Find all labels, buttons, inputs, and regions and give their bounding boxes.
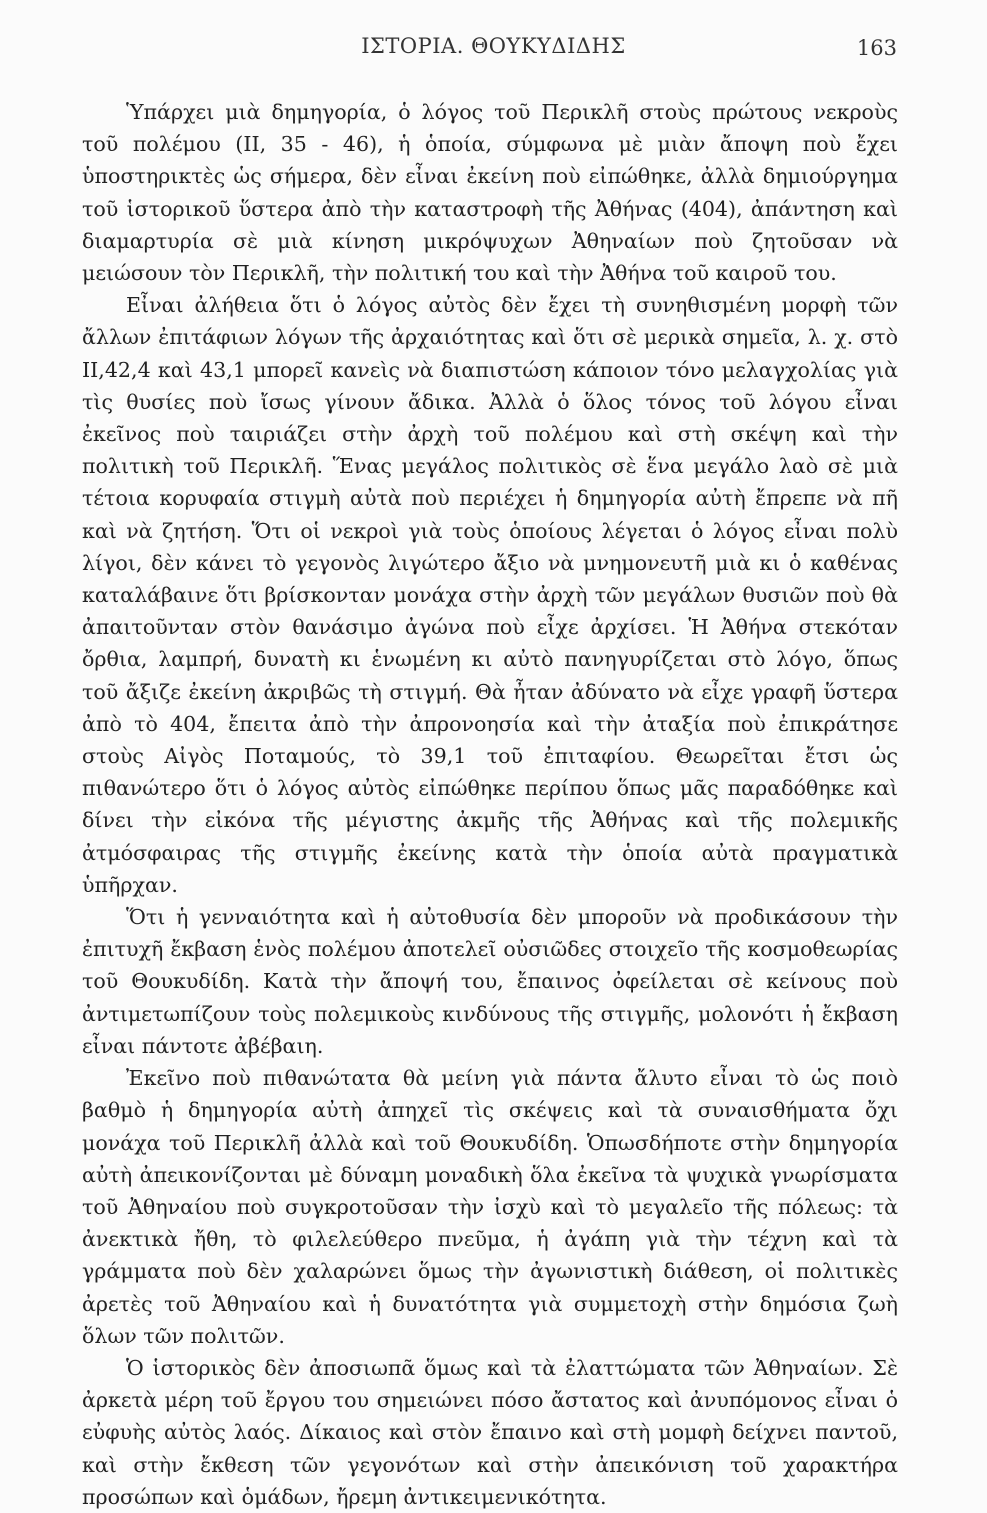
paragraph-4: Ἐκεῖνο ποὺ πιθανώτατα θὰ μείνη γιὰ πάντα ἄλυτο εἶναι τὸ ὡς ποιὸ βαθμὸ ἡ δημηγορία αὐτὴ ἀπηχεῖ τὶς σκέψεις καὶ τὰ συναισθήματα ὄχι μονάχα τοῦ Περικλῆ ἀλλὰ καὶ τοῦ Θουκυδίδη. Ὁπωσδήποτε στὴν δημηγορία αὐτὴ ἀπεικονίζονται μὲ δύναμη μοναδικὴ ὅλα ἐκεῖνα τὰ ψυχικὰ γνωρίσματα τοῦ Ἀθηναίου ποὺ συγκροτοῦσαν τὴν ἰσχὺ καὶ τὸ μεγαλεῖο τῆς πόλεως: τὰ ἀνεκτικὰ ἤθη, τὸ φιλελεύθερο πνεῦμα, ἡ ἀγάπη γιὰ τὴν τέχνη καὶ τὰ γράμματα ποὺ δὲν χαλαρώνει ὅμως τὴν ἀγωνιστικὴ διάθεση, οἱ πολιτικὲς ἀρετὲς τοῦ Ἀθηναίου καὶ ἡ δυνατότητα γιὰ συμμετοχὴ στὴν δημόσια ζωὴ ὅλων τῶν πολιτῶν. bbox=[82, 1066, 898, 1348]
paragraph-2: Εἶναι ἀλήθεια ὅτι ὁ λόγος αὐτὸς δὲν ἔχει τὴ συνηθισμένη μορφὴ τῶν ἄλλων ἐπιτάφιων λόγων τῆς ἀρχαιότητας καὶ ὅτι σὲ μερικὰ σημεῖα, λ. χ. στὸ ΙΙ,42,4 καὶ 43,1 μπορεῖ κανεὶς νὰ διαπιστώση κάποιον τόνο μελαγχολίας γιὰ τὶς θυσίες ποὺ ἴσως γίνουν ἄδικα. Ἀλλὰ ὁ ὅλος τόνος τοῦ λόγου εἶναι ἐκεῖνος ποὺ ταιριάζει στὴν ἀρχὴ τοῦ πολέμου καὶ στὴ σκέψη καὶ τὴν πολιτικὴ τοῦ Περικλῆ. Ἕνας μεγάλος πολιτικὸς σὲ ἕνα μεγάλο λαὸ σὲ μιὰ τέτοια κορυφαία στιγμὴ αὐτὰ ποὺ περιέχει ἡ δημηγορία αὐτὴ ἔπρεπε νὰ πῆ καὶ νὰ ζητήση. Ὅτι οἱ νεκροὶ γιὰ τοὺς ὁποίους λέγεται ὁ λόγος εἶναι πολὺ λίγοι, δὲν κάνει τὸ γεγονὸς λιγώτερο ἄξιο νὰ μνημονευτῆ μιὰ κι ὁ καθένας καταλάβαινε ὅτι βρίσκονταν μονάχα στὴν ἀρχὴ τῶν μεγάλων θυσιῶν ποὺ θὰ ἀπαιτοῦνταν στὸν θανάσιμο ἀγώνα ποὺ εἶχε ἀρχίσει. Ἡ Ἀθήνα στεκόταν ὄρθια, λαμπρή, δυνατὴ κι ἑνωμένη κι αὐτὸ πανηγυρίζεται στὸ λόγο, ὅπως τοῦ ἄξιζε ἐκείνη ἀκριβῶς τὴ στιγμή. Θὰ ἦταν ἀδύνατο νὰ εἶχε γραφῆ ὕστερα ἀπὸ τὸ 404, ἔπειτα ἀπὸ τὴν ἀπρονοησία καὶ τὴν ἀταξία ποὺ ἐπικράτησε στοὺς Αἰγὸς Ποταμούς, τὸ 39,1 τοῦ ἐπιταφίου. Θεωρεῖται ἔτσι ὡς πιθανώτερο ὅτι ὁ λόγος αὐτὸς εἰπώθηκε περίπου ὅπως μᾶς παραδόθηκε καὶ δίνει τὴν εἰκόνα τῆς μέγιστης ἀκμῆς τῆς Ἀθήνας καὶ τῆς πολεμικῆς ἀτμόσφαιρας τῆς στιγμῆς ἐκείνης κατὰ τὴν ὁποία αὐτὰ πραγματικὰ ὑπῆρχαν. bbox=[82, 293, 898, 897]
paragraph-5: Ὁ ἱστορικὸς δὲν ἀποσιωπᾶ ὅμως καὶ τὰ ἐλαττώματα τῶν Ἀθηναίων. Σὲ ἀρκετὰ μέρη τοῦ ἔργου του σημειώνει πόσο ἄστατος καὶ ἀνυπόμονος εἶναι ὁ εὐφυὴς αὐτὸς λαός. Δίκαιος καὶ στὸν ἔπαινο καὶ στὴ μομφὴ δείχνει παντοῦ, καὶ στὴν ἔκθεση τῶν γεγονότων καὶ στὴν ἀπεικόνιση τοῦ χαρακτήρα προσώπων καὶ ὁμάδων, ἤρεμη ἀντικειμενικότητα. bbox=[82, 1355, 898, 1509]
body-text bbox=[82, 96, 898, 1513]
page-number: 163 bbox=[856, 36, 897, 60]
paragraph-3: Ὅτι ἡ γενναιότητα καὶ ἡ αὐτοθυσία δὲν μποροῦν νὰ προδικάσουν τὴν ἐπιτυχῆ ἔκβαση ἑνὸς πολέμου ἀποτελεῖ οὐσιῶδες στοιχεῖο τῆς κοσμοθεωρίας τοῦ Θουκυδίδη. Κατὰ τὴν ἄποψή του, ἔπαινος ὀφείλεται σὲ κείνους ποὺ ἀντιμετωπίζουν τοὺς πολεμικοὺς κινδύνους τῆς στιγμῆς, μολονότι ἡ ἔκβαση εἶναι πάντοτε ἀβέβαιη. bbox=[82, 905, 898, 1058]
running-title: ΙΣΤΟΡΙΑ. ΘΟΥΚΥΔΙΔΗΣ bbox=[361, 34, 626, 58]
page-header bbox=[0, 34, 987, 64]
paragraph-1: Ὑπάρχει μιὰ δημηγορία, ὁ λόγος τοῦ Περικλῆ στοὺς πρώτους νεκροὺς τοῦ πολέμου (ΙΙ, 35 - 46), ἡ ὁποία, σύμφωνα μὲ μιὰν ἄποψη ποὺ ἔχει ὑποστηρικτὲς ὡς σήμερα, δὲν εἶναι ἐκείνη ποὺ εἰπώθηκε, ἀλλὰ δημιούργημα τοῦ ἱστορικοῦ ὕστερα ἀπὸ τὴν καταστροφὴ τῆς Ἀθήνας (404), ἀπάντηση καὶ διαμαρτυρία σὲ μιὰ κίνηση μικρόψυχων Ἀθηναίων ποὺ ζητοῦσαν νὰ μειώσουν τὸν Περικλῆ, τὴν πολιτική του καὶ τὴν Ἀθήνα τοῦ καιροῦ του. bbox=[82, 100, 898, 286]
